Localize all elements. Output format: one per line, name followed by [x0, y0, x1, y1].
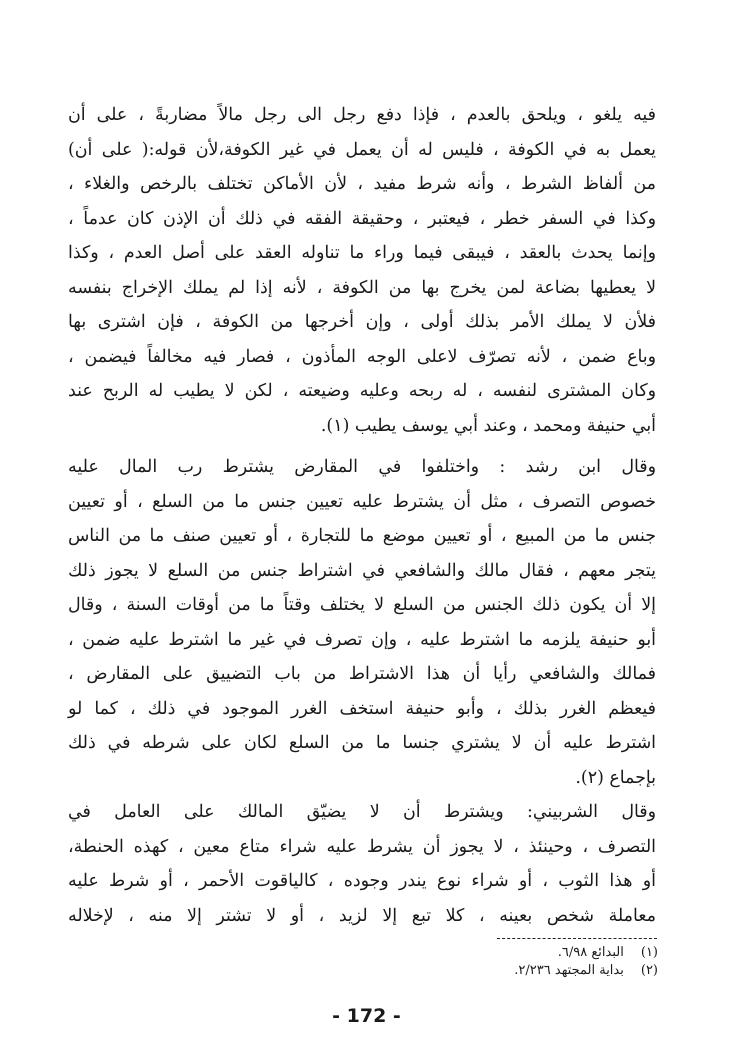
text-line: جنس ما من المبيع ، أو تعيين موضع ما للتجارة ، أو تعيين صنف ما من الناس: [68, 526, 656, 546]
text-line: وقال ابن رشد : واختلفوا في المقارض يشترط رب المال عليه: [68, 457, 656, 477]
footnote-number: (٢): [640, 963, 658, 978]
text-line: لا يعطيها بضاعة لمن يخرج بها من الكوفة ، لأنه إذا لم يملك الإخراج بنفسه: [68, 277, 656, 298]
footnote-item: [400, 962, 658, 980]
text-line: أبي حنيفة ومحمد ، وعند أبي يوسف يطيب (١).: [320, 415, 656, 436]
text-line: بإجماع (٢).: [575, 767, 656, 788]
text-line: فيه يلغو ، ويلحق بالعدم ، فإذا دفع رجل الى رجل مالاً مضاربةً ، على أن: [68, 105, 656, 125]
text-line: أو هذا الثوب ، أو شراء نوع يندر وجوده ، كالياقوت الأحمر ، أو شرط عليه: [68, 871, 656, 891]
text-line: فيعظم الغرر بذلك ، وأبو حنيفة استخف الغرر الموجود في ذلك ، كما لو: [68, 698, 656, 719]
footnotes: [400, 944, 658, 980]
paragraph-1: [68, 98, 656, 443]
text-line: فلأن لا يملك الأمر بذلك أولى ، وإن أخرجها من الكوفة ، فإن اشترى بها: [68, 312, 656, 332]
text-line: معاملة شخص بعينه ، كلا تبع إلا لزيد ، أو لا تشتر إلا منه ، لإخلاله: [68, 905, 656, 926]
text-line: فمالك والشافعي رأيا أن هذا الاشتراط من باب التضييق على المقارض ،: [68, 664, 656, 684]
main-text: [68, 98, 656, 933]
text-line: وإنما يحدث بالعقد ، فيبقى فيما وراء ما تناوله العقد على أصل العدم ، وكذا: [68, 243, 656, 263]
text-line: أبو حنيفة يلزمه ما اشترط عليه ، وإن تصرف في غير ما اشترط عليه ضمن ،: [68, 629, 656, 650]
footnote-separator: [497, 938, 657, 939]
footnote-number: (١): [640, 945, 658, 960]
footnote-text: البدائع ٦/٩٨.: [557, 945, 624, 960]
text-line: خصوص التصرف ، مثل أن يشترط عليه تعيين جنس ما من السلع ، أو تعيين: [68, 491, 656, 512]
footnote-text: بداية المجتهد ٢/٢٣٦.: [514, 963, 624, 978]
page-number: - 172 -: [332, 1005, 401, 1027]
paragraph-2: [68, 450, 656, 795]
text-line: إلا أن يكون ذلك الجنس من السلع لا يختلف وقتاً ما من أوقات السنة ، وقال: [68, 595, 656, 615]
footnote-item: [400, 944, 658, 962]
text-line: اشترط عليه أن لا يشتري جنسا ما من السلع لكان على شرطه في ذلك: [68, 733, 656, 753]
text-line: وباع ضمن ، لأنه تصرّف لاعلى الوجه المأذون ، فصار فيه مخالفاً فيضمن ،: [68, 346, 656, 367]
text-line: وقال الشربيني: ويشترط أن لا يضيّق المالك على العامل في: [68, 802, 656, 822]
text-line: يتجر معهم ، فقال مالك والشافعي في اشتراط جنس من السلع لا يجوز ذلك: [68, 560, 656, 581]
text-line: وكان المشترى لنفسه ، له ربحه وعليه وضيعته ، لكن لا يطيب له الربح عند: [68, 381, 656, 401]
paragraph-3: [68, 795, 656, 933]
text-line: من ألفاظ الشرط ، وأنه شرط مفيد ، لأن الأماكن تختلف بالرخص والغلاء ،: [68, 174, 656, 194]
text-line: يعمل به في الكوفة ، فليس له أن يعمل في غير الكوفة،لأن قوله:( على أن): [68, 139, 656, 160]
text-line: وكذا في السفر خطر ، فيعتبر ، وحقيقة الفقه في ذلك أن الإذن كان عدماً ،: [68, 208, 656, 229]
text-line: التصرف ، وحينئذ ، لا يجوز أن يشرط عليه شراء متاع معين ، كهذه الحنطة،: [68, 836, 656, 857]
